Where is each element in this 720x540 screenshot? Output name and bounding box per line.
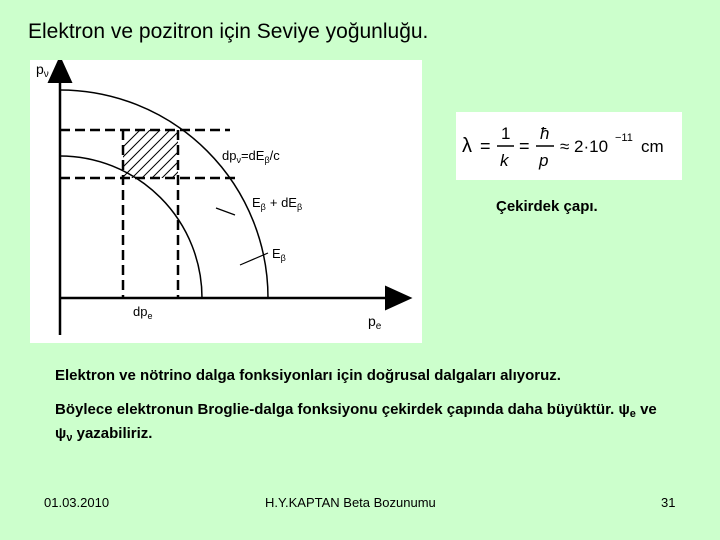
footer-author-title: H.Y.KAPTAN Beta Bozunumu <box>265 495 436 510</box>
phase-space-figure <box>30 60 422 343</box>
formula-approx: ≈ 2·10 <box>560 137 609 156</box>
psi-e-symbol: $\psi_e$ <box>618 401 636 420</box>
slide-title: Elektron ve pozitron için Seviye yoğunluğu. <box>28 20 429 43</box>
pointer-line-outer <box>216 208 235 215</box>
y-axis-label: $p_\nu$ <box>36 61 49 80</box>
paragraph-2 <box>55 400 675 448</box>
and-word: ve <box>640 401 657 418</box>
dp-nu-label: $dp_\nu=dE_\beta/c$ <box>222 148 280 165</box>
dp-e-label: $dp_e$ <box>133 304 153 321</box>
formula-caption: Çekirdek çapı. <box>496 198 598 215</box>
paragraph-2-end: yazabiliriz. <box>76 425 153 442</box>
e-plus-de-label: $E_\beta + dE_\beta$ <box>252 195 303 212</box>
formula-num-1: 1 <box>501 124 511 143</box>
paragraph-1: Elektron ve nötrino dalga fonksiyonları için doğrusal dalgaları alıyoruz. <box>55 367 561 384</box>
paragraph-2-text: Böylece elektronun Broglie-dalga fonksiyonu çekirdek çapında daha büyüktür. <box>55 401 615 418</box>
footer-date: 01.03.2010 <box>44 495 110 510</box>
formula-equals-2: = <box>519 136 530 156</box>
e-beta-label: $E_\beta$ <box>272 246 286 263</box>
phase-space-diagram <box>30 60 422 343</box>
wavelength-formula <box>456 112 682 180</box>
energy-arc-outer <box>60 90 268 298</box>
formula-lambda: λ <box>462 135 472 157</box>
formula-unit: cm <box>641 137 664 156</box>
formula-exponent: −11 <box>615 132 633 144</box>
formula-hbar: ħ <box>540 124 550 143</box>
formula-graphic <box>456 112 682 180</box>
x-axis-label: $p_e$ <box>368 313 382 332</box>
formula-den-2: p <box>539 151 549 170</box>
footer-page-number: 31 <box>661 495 676 510</box>
dashed-guides <box>60 130 235 298</box>
psi-nu-symbol: $\psi_\nu$ <box>55 425 73 444</box>
formula-den-1: k <box>500 151 509 170</box>
formula-equals-1: = <box>480 136 491 156</box>
